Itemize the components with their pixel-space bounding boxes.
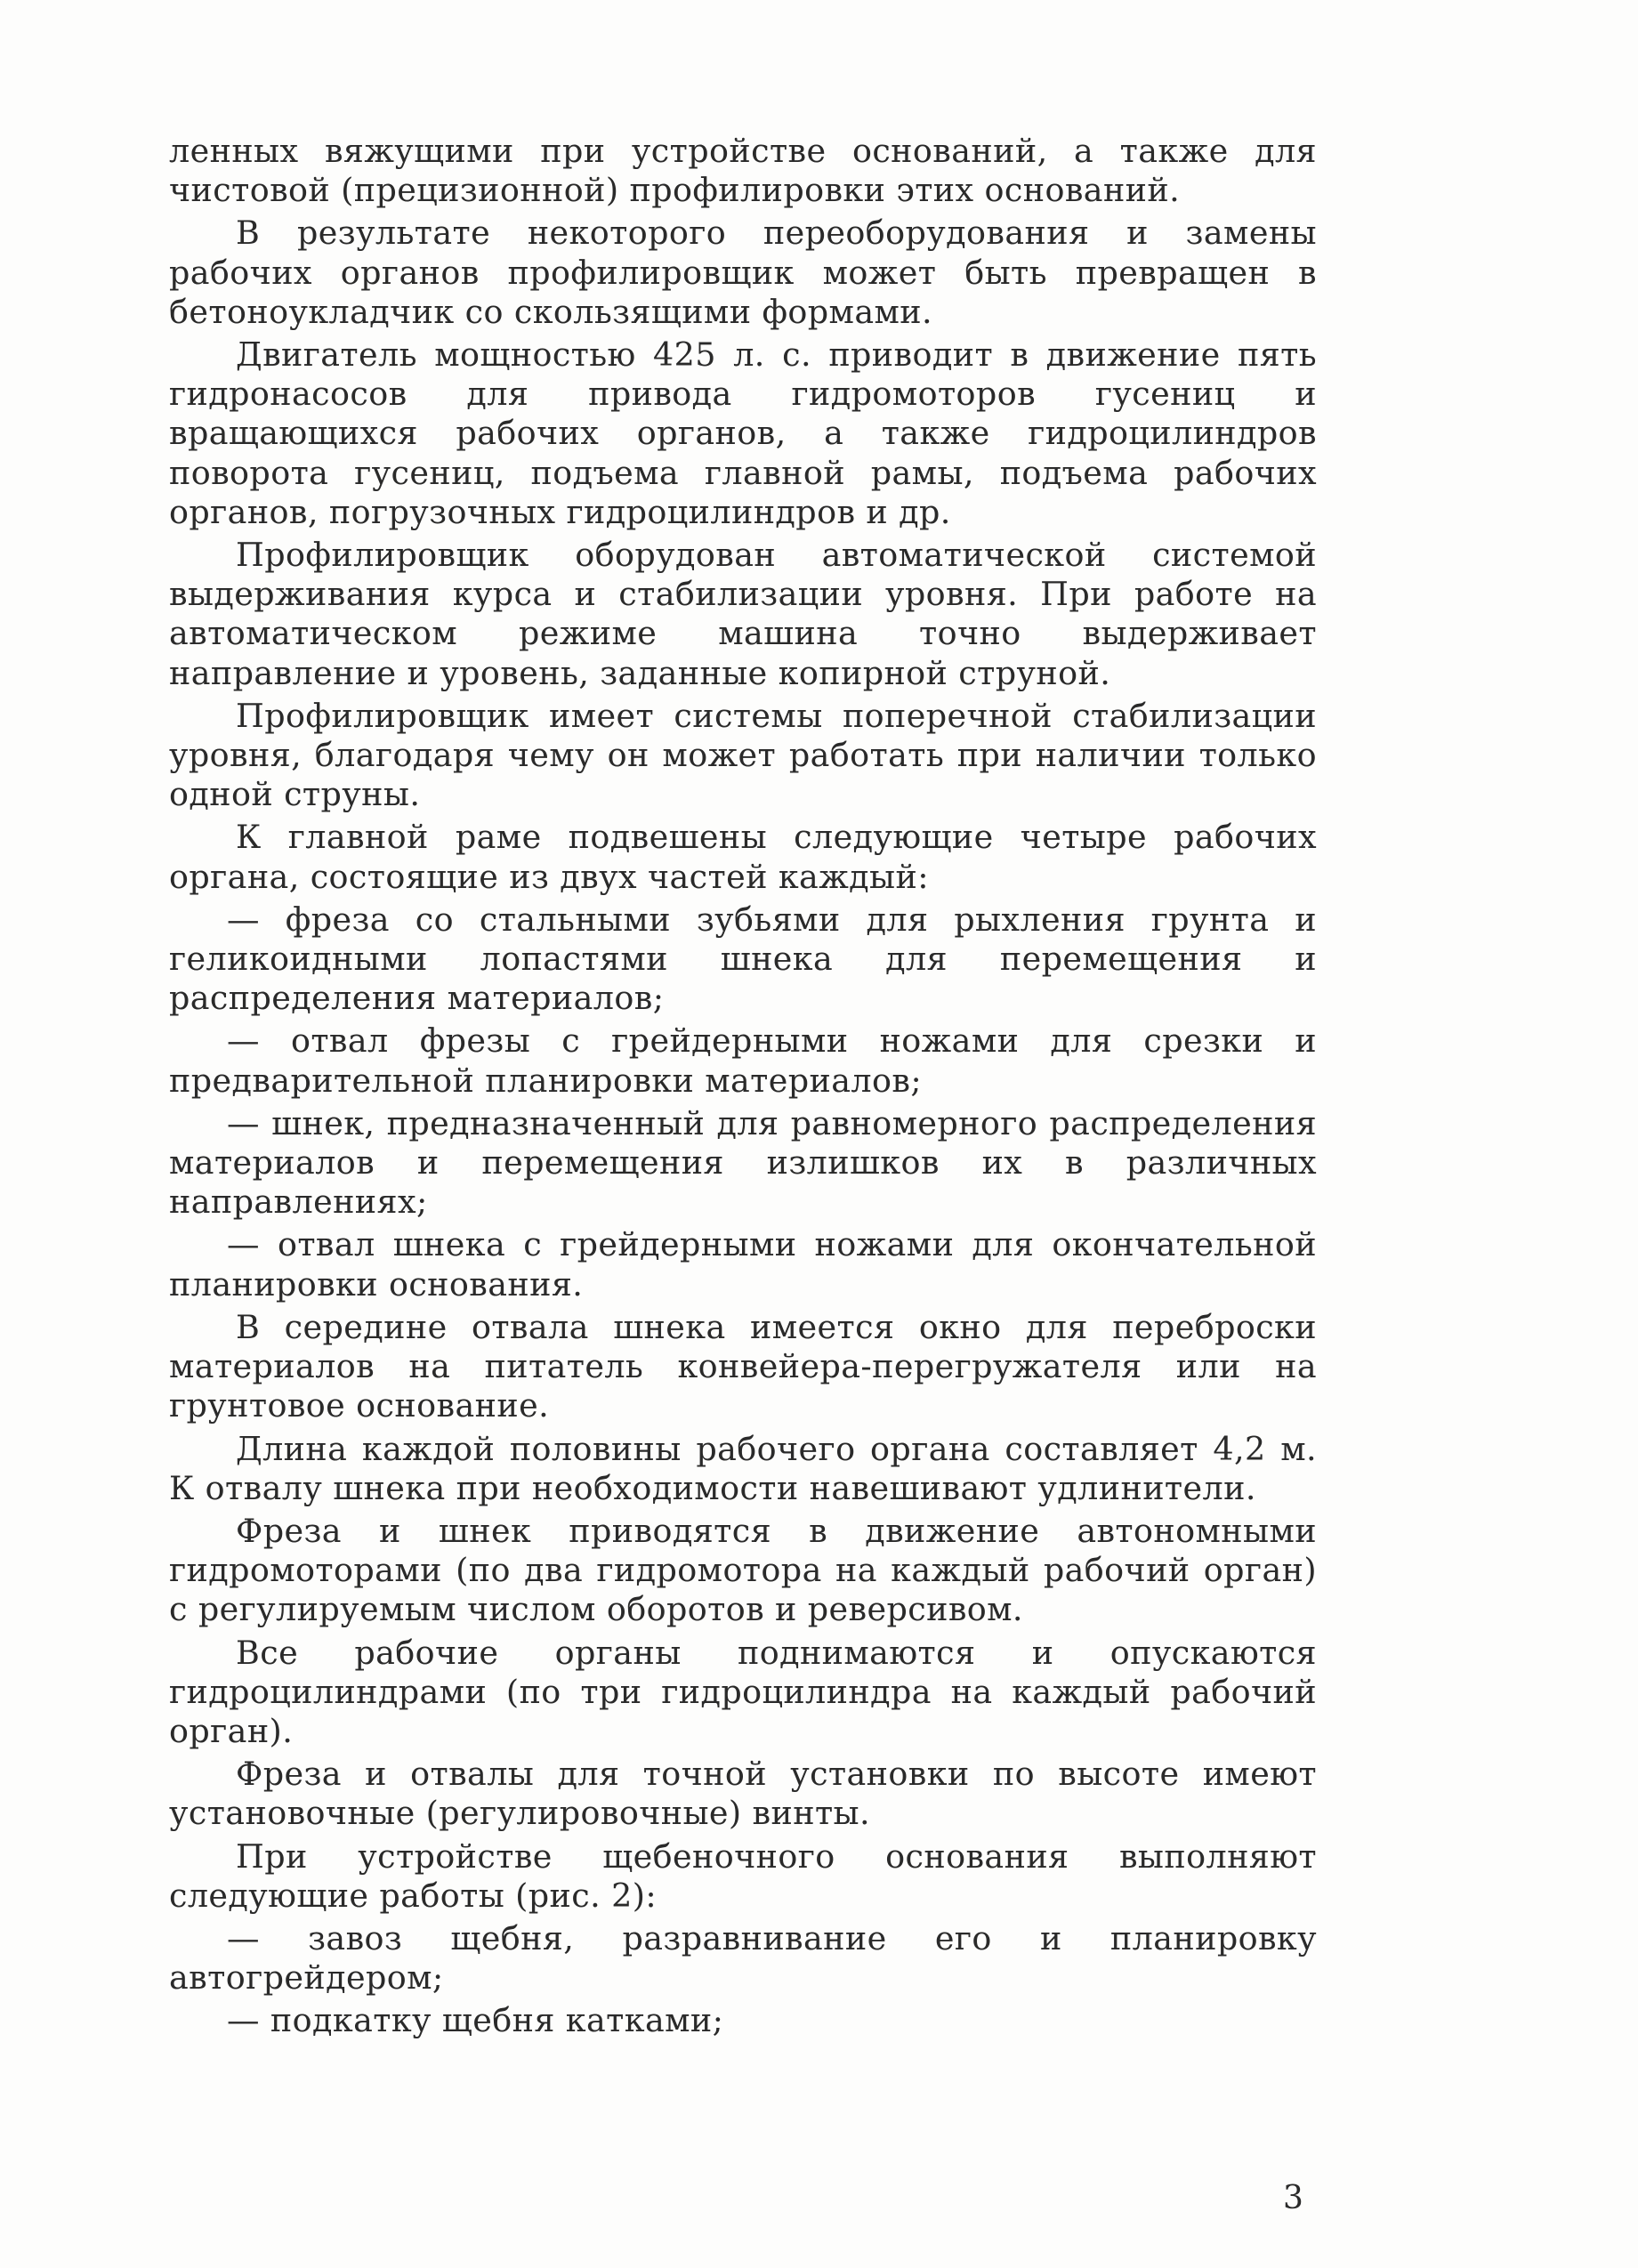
paragraph-continuation: ленных вяжущими при устройстве оснований, а также для чистовой (прецизионной) профилировки этих оснований. bbox=[169, 132, 1317, 210]
paragraph: Профилировщик имеет системы поперечной стабилизации уровня, благодаря чему он может работать при наличии только одной струны. bbox=[169, 696, 1317, 814]
list-item: — шнек, предназначенный для равномерного распределения материалов и перемещения излишков их в различных направлениях; bbox=[169, 1103, 1317, 1222]
paragraph: Фреза и шнек приводятся в движение автономными гидромоторами (по два гидромотора на каждый рабочий орган) с регулируемым числом оборотов и реверсивом. bbox=[169, 1511, 1317, 1629]
list-item: — отвал шнека с грейдерными ножами для окончательной планировки основания. bbox=[169, 1225, 1317, 1303]
paragraph: При устройстве щебеночного основания выполняют следующие работы (рис. 2): bbox=[169, 1836, 1317, 1915]
page-number: 3 bbox=[1283, 2180, 1303, 2216]
paragraph: Длина каждой половины рабочего органа составляет 4,2 м. К отвалу шнека при необходимости навешивают удлинители. bbox=[169, 1429, 1317, 1507]
paragraph: Двигатель мощностью 425 л. с. приводит в движение пять гидронасосов для привода гидромоторов гусениц и вращающихся рабочих органов, а также гидроцилиндров поворота гусениц, подъема главной рамы, подъема рабочих органов, погрузочных гидроцилиндров и др. bbox=[169, 335, 1317, 531]
paragraph: В результате некоторого переоборудования и замены рабочих органов профилировщик может быть превращен в бетоноукладчик со скользящими формами. bbox=[169, 214, 1317, 331]
paragraph: Фреза и отвалы для точной установки по высоте имеют установочные (регулировочные) винты. bbox=[169, 1755, 1317, 1833]
list-item: — фреза со стальными зубьями для рыхления грунта и геликоидными лопастями шнека для перемещения и распределения материалов; bbox=[169, 900, 1317, 1018]
paragraph: Профилировщик оборудован автоматической системой выдерживания курса и стабилизации уровня. При работе на автоматическом режиме машина точно выдерживает направление и уровень, заданные копирной струной. bbox=[169, 536, 1317, 692]
list-item: — подкатку щебня катками; bbox=[227, 2001, 724, 2040]
paragraph: В середине отвала шнека имеется окно для переброски материалов на питатель конвейера-перегружателя или на грунтовое основание. bbox=[169, 1307, 1317, 1425]
body-text bbox=[169, 132, 1317, 2045]
list-item: — завоз щебня, разравнивание его и планировку автогрейдером; bbox=[169, 1918, 1317, 1998]
paragraph: К главной раме подвешены следующие четыре рабочих органа, состоящие из двух частей каждый: bbox=[169, 818, 1317, 896]
paragraph: Все рабочие органы поднимаются и опускаются гидроцилиндрами (по три гидроцилиндра на каждый рабочий орган). bbox=[169, 1633, 1317, 1750]
list-item: — отвал фрезы с грейдерными ножами для срезки и предварительной планировки материалов; bbox=[169, 1021, 1317, 1100]
